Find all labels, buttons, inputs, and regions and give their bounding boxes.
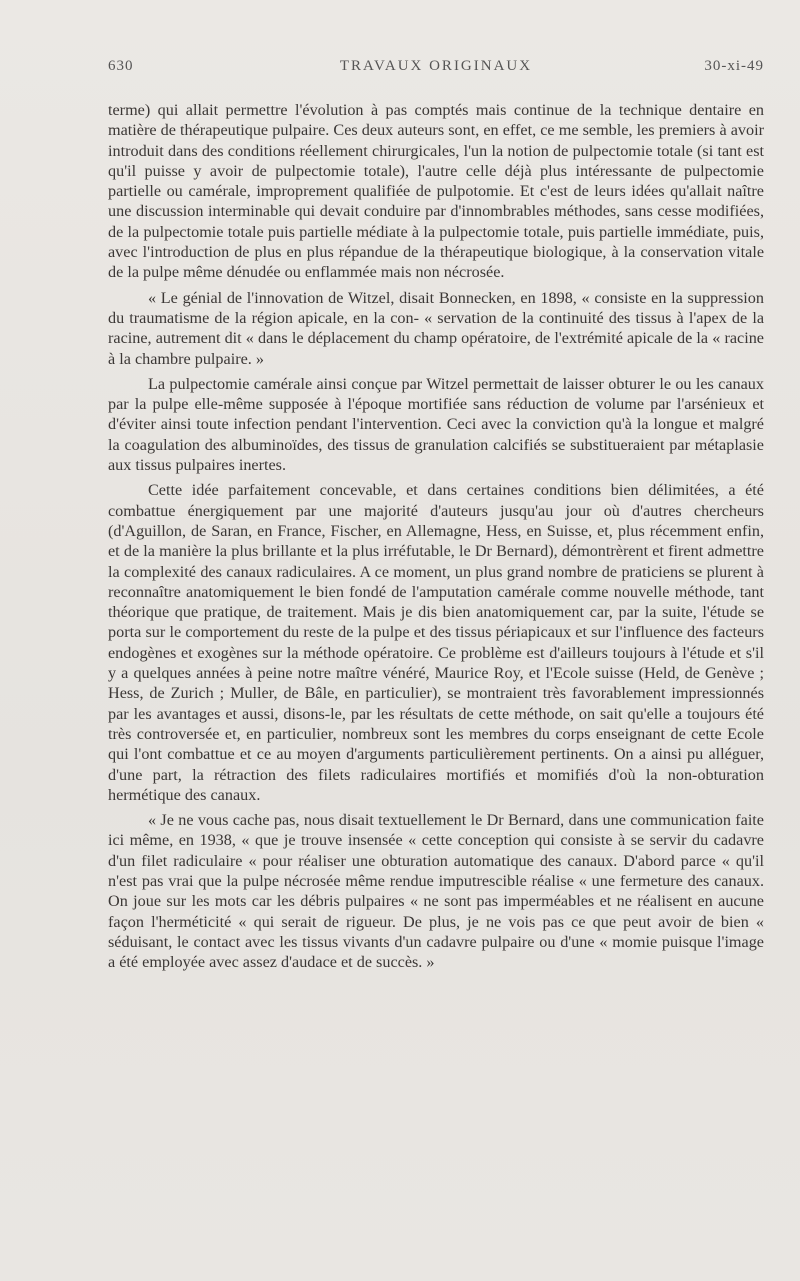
paragraph-1: terme) qui allait permettre l'évolution à pas comptés mais continue de la technique dentaire en matière de thérapeutique pulpaire. Ces deux auteurs sont, en effet, ce me semble, les premiers à avoir introduit dans des conditions réellement chirurgicales, l'un la notion de pulpectomie totale (si tant est qu'il puisse y avoir de pulpectomie totale), l'autre celle déjà plus intéressante de pulpectomie partielle ou camérale, improprement qualifiée de pulpotomie. Et c'est de leurs idées qu'allait naître une discussion interminable qui devait conduire par d'innombrables méthodes, sans cesse modifiées, de la pulpectomie totale puis partielle médiate à la pulpectomie totale, puis partielle immédiate, puis, avec l'introduction de plus en plus répandue de la thérapeutique biologique, à la conservation vitale de la pulpe même dénudée ou enflammée mais non nécrosée. — [108, 101, 764, 282]
running-title: TRAVAUX ORIGINAUX — [339, 58, 533, 74]
paragraph-4: Cette idée parfaitement concevable, et dans certaines conditions bien délimitées, a été combattue énergiquement par une majorité d'auteurs jusqu'au jour où d'autres chercheurs (d'Aguillon, de Saran, en France, Fischer, en Allemagne, Hess, en Suisse, et, plus récemment enfin, et de la manière la plus brillante et la plus irréfutable, le Dr Bernard), démontrèrent et firent admettre la complexité des canaux radiculaires. A ce moment, un plus grand nombre de praticiens se plurent à reconnaître anatomiquement le bien fondé de l'amputation camérale comme nouvelle méthode, tant théorique que pratique, de traitement. Mais je dis bien anatomiquement car, par la suite, l'étude se porta sur le comportement du reste de la pulpe et des tissus périapicaux et sur l'influence des facteurs endogènes et exogènes sur la méthode opératoire. Ce problème est d'ailleurs toujours à l'étude et s'il y a quelques années à peine notre maître vénéré, Maurice Roy, et l'Ecole suisse (Held, de Genève ; Hess, de Zurich ; Muller, de Bâle, en particulier), se montraient très favorablement impressionnés par les avantages et aussi, disons-le, par les résultats de cette méthode, on sait qu'elle a toujours été très controversée et, en particulier, nombreux sont les membres du corps enseignant de cette Ecole qui l'ont combattue et ce au moyen d'arguments particulièrement pertinents. On a ainsi pu alléguer, d'une part, la rétraction des filets radiculaires mortifiés et momifiés d'où la non-obturation hermétique des canaux. — [108, 481, 764, 804]
paragraph-5-quote-bernard: « Je ne vous cache pas, nous disait textuellement le Dr Bernard, dans une communication faite ici même, en 1938, « que je trouve insensée « cette conception qui consiste à se servir du cadavre d'un filet radiculaire « pour réaliser une obturation automatique des canaux. D'abord parce « qu'il n'est pas vrai que la pulpe nécrosée même rendue imputrescible réalise « une fermeture des canaux. On joue sur les mots car les débris pulpaires « ne sont pas imperméables et ne réalisent en aucune façon l'herméticité « qui serait de rigueur. De plus, je ne vois pas ce que peut avoir de bien « séduisant, le contact avec les tissus vivants d'un cadavre pulpaire ou d'une « momie puisque l'image a été employée avec assez d'audace et de succès. » — [108, 811, 764, 972]
page-number: 630 — [108, 58, 134, 74]
paragraph-3: La pulpectomie camérale ainsi conçue par Witzel permettait de laisser obturer le ou les canaux par la pulpe elle-même supposée à l'époque mortifiée sans réduction de volume par l'arsénieux et d'éviter ainsi toute infection pendant l'intervention. Ceci avec la conviction qu'à la longue et malgré la coagulation des albuminoïdes, des tissus de granulation calcifiés se substitueraient par métaplasie aux tissus pulpaires inertes. — [108, 374, 764, 475]
running-header — [108, 58, 764, 82]
issue-date: 30-xi-49 — [704, 58, 764, 74]
paragraph-2-quote-bonnecken: « Le génial de l'innovation de Witzel, disait Bonnecken, en 1898, « consiste en la suppression du traumatisme de la région apicale, en la con- « servation de la continuité des tissus à l'apex de la racine, autrement dit « dans le déplacement du champ opératoire, de l'extrémité apicale de la « racine à la chambre pulpaire. » — [108, 288, 764, 368]
article-body — [108, 100, 764, 977]
